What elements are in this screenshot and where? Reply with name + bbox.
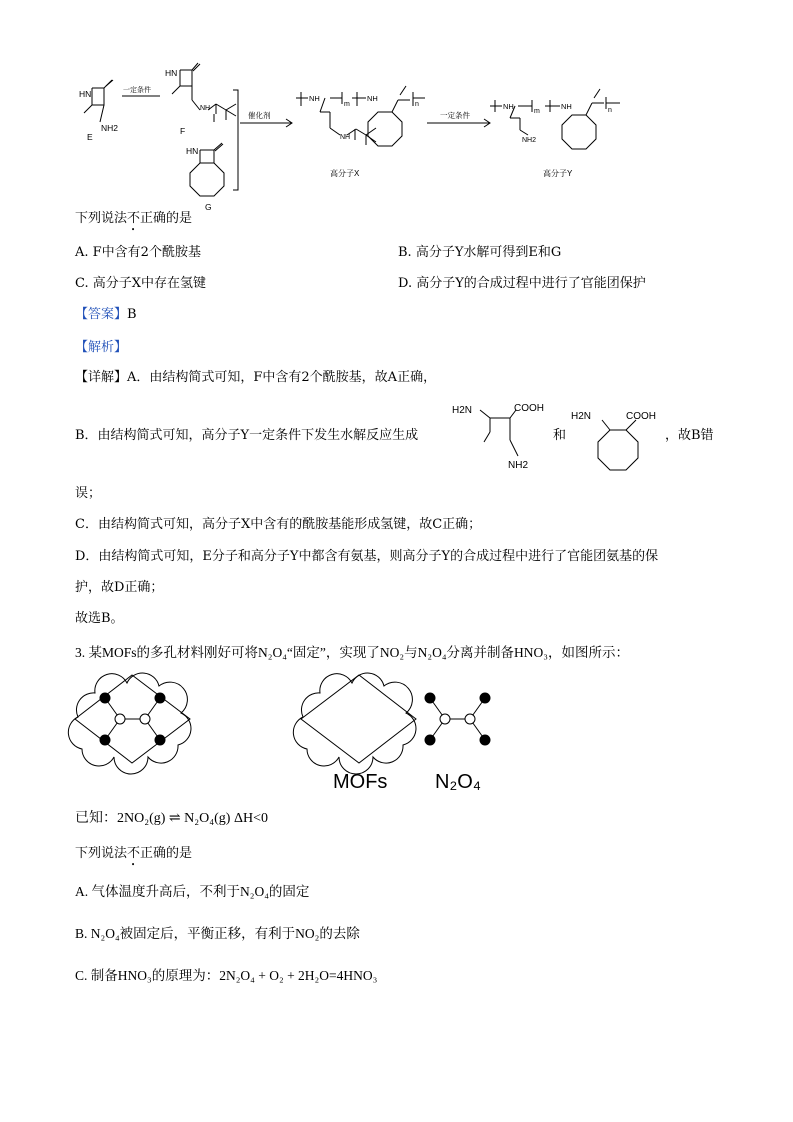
x-nh2-label: NH <box>367 94 378 103</box>
product1-cooh: COOH <box>514 403 544 414</box>
q3-option-b[interactable]: B. N₂O₄被固定后，平衡正移，有利于NO₂的去除 <box>75 926 360 941</box>
f-nh-label: NH <box>200 105 211 112</box>
y-label: 高分子Y <box>543 169 573 178</box>
q2-detail-b-end: ，故B错 <box>665 428 714 443</box>
q2-detail-c: C．由结构简式可知，高分子X中含有的酰胺基能形成氢键，故C正确； <box>75 517 482 532</box>
q2-detail-b-cont: 误； <box>75 486 102 501</box>
cond1-label: 一定条件 <box>123 87 151 94</box>
f-hn-label: HN <box>165 68 178 78</box>
x-nh-label: NH <box>309 94 320 103</box>
y-side-nh2-label: NH2 <box>522 137 537 144</box>
q2-option-c[interactable]: C. 高分子X中存在氢键 <box>75 276 207 291</box>
q2-answer: 【答案】B <box>75 307 137 322</box>
q3-option-a[interactable]: A. 气体温度升高后，不利于N₂O₄的固定 <box>75 884 310 899</box>
y-n-label: n <box>608 107 612 114</box>
x-label: 高分子X <box>330 169 360 178</box>
q2-option-b[interactable]: B. 高分子Y水解可得到E和G <box>398 245 562 260</box>
q3-known: 已知：2NO₂(g) ⇌ N₂O₄(g) ΔH<0 <box>75 811 268 826</box>
e-hn-label: HN <box>79 89 92 99</box>
product1-nh2: NH2 <box>508 460 529 471</box>
x-n-label: n <box>415 101 419 108</box>
reaction-scheme <box>0 0 793 215</box>
e-label: E <box>87 132 93 142</box>
mofs-label: MOFs <box>333 771 388 793</box>
g-hn-label: HN <box>186 146 199 156</box>
q2-option-d[interactable]: D. 高分子Y的合成过程中进行了官能团保护 <box>398 276 646 291</box>
q3-stem2: 下列说法不正确的是 <box>75 846 193 861</box>
n2o4-label: N₂O₄ <box>435 771 481 793</box>
catalyst-label: 催化剂 <box>248 111 271 120</box>
g-label: G <box>205 202 212 212</box>
e-nh2-label: NH2 <box>101 123 119 133</box>
product2-cooh: COOH <box>626 411 656 422</box>
q2-detail-d-cont: 护，故D正确； <box>75 580 164 595</box>
q2-stem: 下列说法不正确的是 <box>75 211 193 226</box>
q2-detail-and: 和 <box>553 428 567 443</box>
x-side-nh-label: NH <box>340 134 351 141</box>
q2-option-a[interactable]: A. F中含有2个酰胺基 <box>75 245 201 260</box>
y-nh-label: NH <box>503 102 514 111</box>
q2-analysis-tag: 【解析】 <box>75 340 128 355</box>
product2-h2n: H2N <box>571 411 592 422</box>
q2-detail-b: B．由结构简式可知，高分子Y一定条件下发生水解反应生成 <box>75 428 419 443</box>
q2-conclusion: 故选B。 <box>75 611 124 626</box>
q3-option-c[interactable]: C. 制备HNO₃的原理为：2N₂O₄ + O₂ + 2H₂O=4HNO₃ <box>75 968 378 983</box>
f-label: F <box>180 126 186 136</box>
y-nh2-label: NH <box>561 102 572 111</box>
q2-detail-a: 【详解】A．由结构简式可知，F中含有2个酰胺基，故A正确， <box>75 370 437 385</box>
product1-h2n: H2N <box>452 405 473 416</box>
q2-detail-d: D．由结构简式可知，E分子和高分子Y中都含有氨基，则高分子Y的合成过程中进行了官能团氨基的保 <box>75 549 659 564</box>
y-m-label: m <box>534 108 540 115</box>
cond2-label: 一定条件 <box>440 111 470 120</box>
x-m-label: m <box>344 101 350 108</box>
q3-stem: 3. 某MOFs的多孔材料刚好可将N₂O₄“固定”，实现了NO₂与N₂O₄分离并制备HNO₃，如图所示： <box>75 645 629 660</box>
